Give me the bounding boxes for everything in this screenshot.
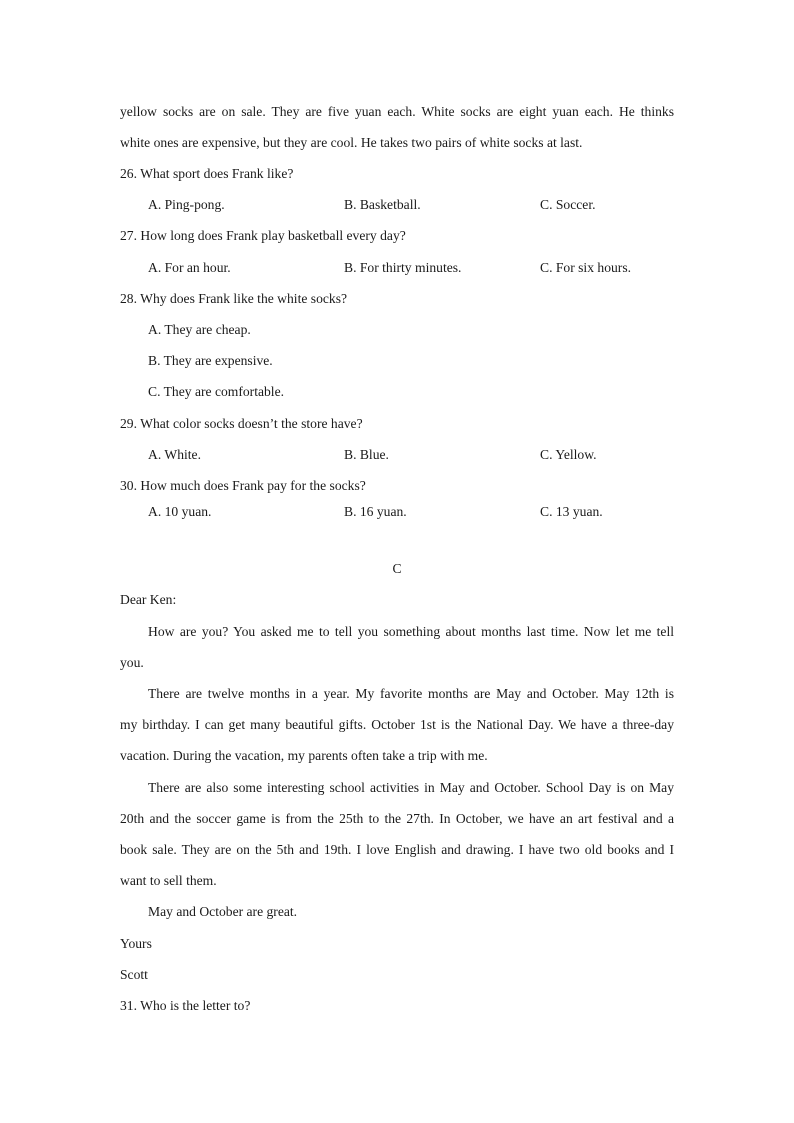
option-29-b: B. Blue. <box>344 447 389 462</box>
option-30-c: C. 13 yuan. <box>540 504 603 519</box>
option-28-b: B. They are expensive. <box>148 353 273 368</box>
option-26-b: B. Basketball. <box>344 197 421 212</box>
option-27-c: C. For six hours. <box>540 260 632 275</box>
paragraph-line: How are you? You asked me to tell you something about months last time. Now let me tell <box>148 624 674 639</box>
letter-salutation: Dear Ken: <box>120 592 177 607</box>
paragraph-line: May and October are great. <box>148 904 298 919</box>
option-26-c: C. Soccer. <box>540 197 596 212</box>
paragraph-line: book sale. They are on the 5th and 19th. I love English and drawing. I have two old books and I <box>120 842 674 857</box>
passage-line: white ones are expensive, but they are cool. He takes two pairs of white socks at last. <box>120 135 583 150</box>
paragraph-line: want to sell them. <box>120 873 217 888</box>
option-30-b: B. 16 yuan. <box>344 504 407 519</box>
paragraph-line: 20th and the soccer game is from the 25th to the 27th. In October, we have an art festival and a <box>120 811 674 826</box>
passage-line: yellow socks are on sale. They are five yuan each. White socks are eight yuan each. He thinks <box>120 104 674 119</box>
option-29-c: C. Yellow. <box>540 447 597 462</box>
letter-signature: Scott <box>120 967 148 982</box>
paragraph-line: There are also some interesting school activities in May and October. School Day is on May <box>148 780 674 795</box>
paragraph-line: you. <box>120 655 144 670</box>
question-28: 28. Why does Frank like the white socks? <box>120 291 348 306</box>
option-30-a: A. 10 yuan. <box>148 504 212 519</box>
option-27-a: A. For an hour. <box>148 260 231 275</box>
letter-closing: Yours <box>120 936 152 951</box>
option-27-b: B. For thirty minutes. <box>344 260 462 275</box>
paragraph-line: vacation. During the vacation, my parents often take a trip with me. <box>120 748 488 763</box>
question-26: 26. What sport does Frank like? <box>120 166 294 181</box>
paragraph-line: There are twelve months in a year. My favorite months are May and October. May 12th is <box>148 686 674 701</box>
option-29-a: A. White. <box>148 447 201 462</box>
question-31: 31. Who is the letter to? <box>120 998 251 1013</box>
question-27: 27. How long does Frank play basketball every day? <box>120 228 406 243</box>
paragraph-line: my birthday. I can get many beautiful gifts. October 1st is the National Day. We have a three-day <box>120 717 674 732</box>
section-heading: C <box>392 561 402 576</box>
option-28-c: C. They are comfortable. <box>148 384 285 399</box>
question-30: 30. How much does Frank pay for the socks? <box>120 478 366 493</box>
option-26-a: A. Ping-pong. <box>148 197 225 212</box>
option-28-a: A. They are cheap. <box>148 322 251 337</box>
question-29: 29. What color socks doesn’t the store have? <box>120 416 363 431</box>
